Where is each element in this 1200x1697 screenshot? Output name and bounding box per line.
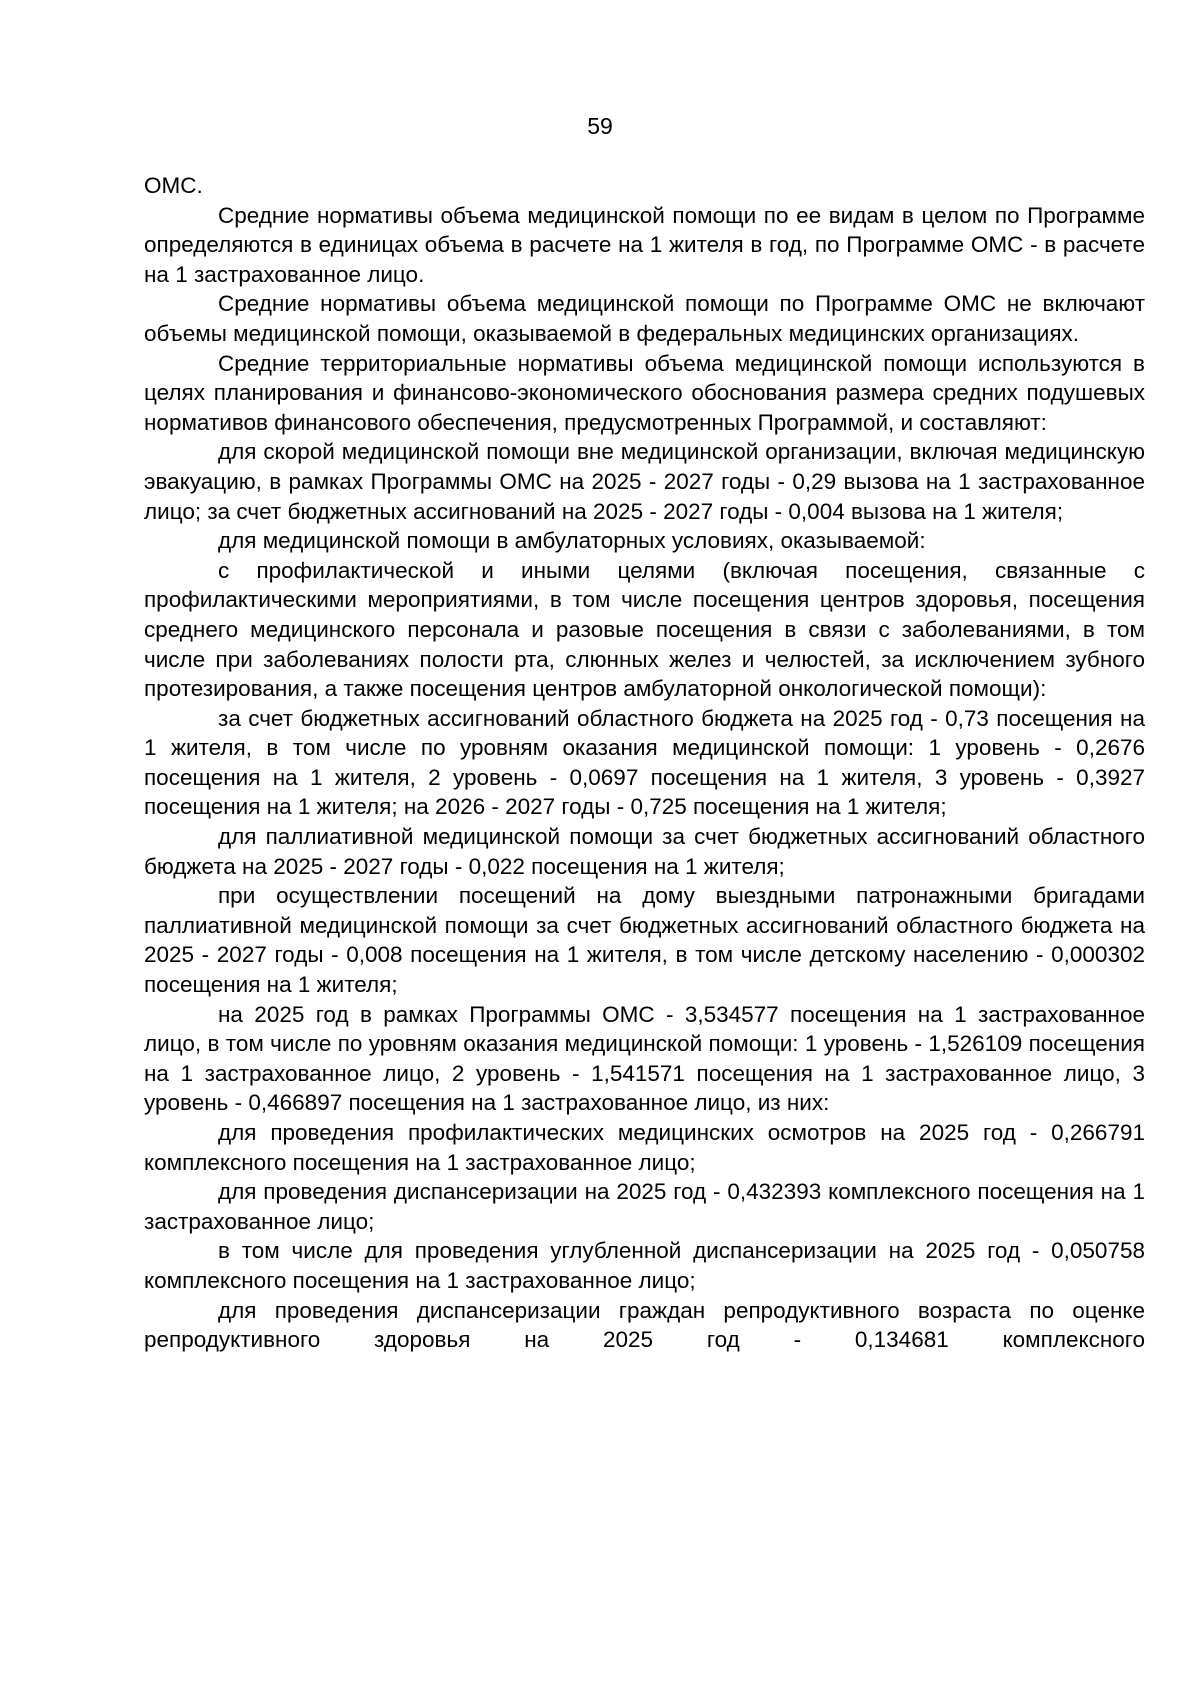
page-number: 59: [587, 113, 613, 139]
paragraph: ОМС.: [144, 173, 203, 198]
paragraph: при осуществлении посещений на дому выездными патронажными бригадами паллиативной медицинской помощи за счет бюджетных ассигнований областного бюджета на 2025 - 2027 годы - 0,008 посещения на 1 жителя, в том числе детскому населению - 0,000302 посещения на 1 жителя;: [144, 883, 1145, 998]
paragraph: для проведения диспансеризации граждан репродуктивного возраста по оценке репродуктивного здоровья на 2025 год - 0,134681 комплексного: [144, 1297, 1145, 1353]
paragraph: Средние нормативы объема медицинской помощи по ее видам в целом по Программе определяются в единицах объема в расчете на 1 жителя в год, по Программе ОМС - в расчете на 1 застрахованное лицо.: [144, 202, 1145, 287]
paragraph: для проведения диспансеризации на 2025 год - 0,432393 комплексного посещения на 1 застрахованное лицо;: [144, 1179, 1145, 1234]
paragraph: для паллиативной медицинской помощи за счет бюджетных ассигнований областного бюджета на 2025 - 2027 годы - 0,022 посещения на 1 жителя;: [144, 824, 1145, 879]
paragraph: за счет бюджетных ассигнований областного бюджета на 2025 год - 0,73 посещения на 1 жителя, в том числе по уровням оказания медицинской помощи: 1 уровень - 0,2676 посещения на 1 жителя, 2 уровень - 0,0697 посещения на 1 жителя, 3 уровень - 0,3927 посещения на 1 жителя; на 2026 - 2027 годы - 0,725 посещения на 1 жителя;: [144, 705, 1145, 820]
paragraph: Средние территориальные нормативы объема медицинской помощи используются в целях планирования и финансово-экономического обоснования размера средних подушевых нормативов финансового обеспечения, предусмотренных Программой, и составляют:: [144, 350, 1145, 435]
paragraph: с профилактической и иными целями (включая посещения, связанные с профилактическими мероприятиями, в том числе посещения центров здоровья, посещения среднего медицинского персонала и разовые посещения в связи с заболеваниями, в том числе при заболеваниях полости рта, слюнных желез и челюстей, за исключением зубного протезирования, а также посещения центров амбулаторной онкологической помощи):: [144, 557, 1145, 702]
document-body: [144, 171, 1145, 1355]
paragraph: Средние нормативы объема медицинской помощи по Программе ОМС не включают объемы медицинской помощи, оказываемой в федеральных медицинских организациях.: [144, 291, 1145, 346]
paragraph: в том числе для проведения углубленной диспансеризации на 2025 год - 0,050758 комплексного посещения на 1 застрахованное лицо;: [144, 1238, 1145, 1293]
paragraph: на 2025 год в рамках Программы ОМС - 3,534577 посещения на 1 застрахованное лицо, в том числе по уровням оказания медицинской помощи: 1 уровень - 1,526109 посещения на 1 застрахованное лицо, 2 уровень - 1,541571 посещения на 1 застрахованное лицо, 3 уровень - 0,466897 посещения на 1 застрахованное лицо, из них:: [144, 1001, 1145, 1116]
paragraph: для проведения профилактических медицинских осмотров на 2025 год - 0,266791 комплексного посещения на 1 застрахованное лицо;: [144, 1120, 1145, 1175]
paragraph: для медицинской помощи в амбулаторных условиях, оказываемой:: [218, 528, 926, 554]
paragraph: для скорой медицинской помощи вне медицинской организации, включая медицинскую эвакуацию, в рамках Программы ОМС на 2025 - 2027 годы - 0,29 вызова на 1 застрахованное лицо; за счет бюджетных ассигнований на 2025 - 2027 годы - 0,004 вызова на 1 жителя;: [144, 439, 1145, 524]
